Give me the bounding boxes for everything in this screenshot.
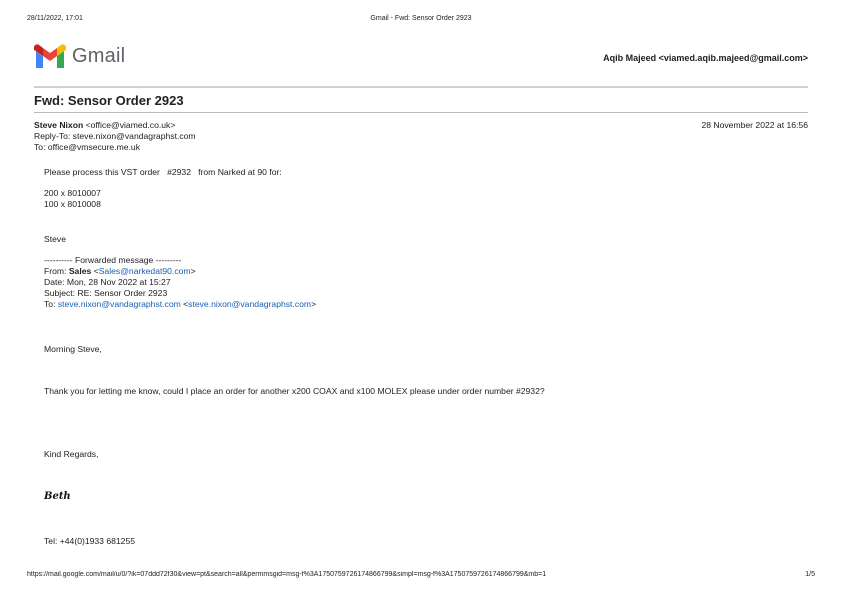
forward-to-lt: < <box>180 299 189 309</box>
message-date: 28 November 2022 at 16:56 <box>701 120 808 130</box>
forward-from-name: Sales <box>68 266 92 276</box>
reply-to: Reply-To: steve.nixon@vandagraphst.com <box>34 131 196 141</box>
forward-from-email-link[interactable]: Sales@narkedat90.com <box>98 266 191 276</box>
forward-to-label: To: <box>44 299 58 309</box>
sender-name: Steve Nixon <box>34 120 84 130</box>
forward-from-label: From: <box>44 266 69 276</box>
header-divider <box>34 86 808 88</box>
body-line-1: Please process this VST order #2932 from Narked at 90 for: <box>44 167 282 177</box>
forward-tel: Tel: +44(0)1933 681255 <box>44 536 136 546</box>
forward-regards: Kind Regards, <box>44 449 99 459</box>
forward-to-gt: > <box>311 299 317 309</box>
order-item-1: 200 x 8010007 <box>44 188 101 198</box>
gmail-logo <box>34 44 134 70</box>
forward-from-lt: < <box>91 266 99 276</box>
forward-from-gt: > <box>190 266 196 276</box>
message-to: To: office@vmsecure.me.uk <box>34 142 140 152</box>
forward-subject: Subject: RE: Sensor Order 2923 <box>44 288 168 298</box>
print-page-number: 1/5 <box>805 571 815 578</box>
forward-to-email-link-2[interactable]: steve.nixon@vandagraphst.com <box>188 299 312 309</box>
print-title: Gmail - Fwd: Sensor Order 2923 <box>370 15 472 22</box>
sender-email: <office@viamed.co.uk> <box>85 120 176 130</box>
order-item-2: 100 x 8010008 <box>44 199 101 209</box>
gmail-wordmark: Gmail <box>72 45 126 67</box>
forward-from <box>44 266 196 277</box>
message-from <box>34 120 175 131</box>
account-line: Aqib Majeed <viamed.aqib.majeed@gmail.com> <box>603 53 808 63</box>
forward-text: Thank you for letting me know, could I place an order for another x200 COAX and x100 MOLEX please under order number #2932? <box>44 386 545 396</box>
subject-divider <box>34 112 808 113</box>
forward-divider: ---------- Forwarded message --------- <box>44 255 182 265</box>
body-signoff: Steve <box>44 234 66 244</box>
forward-date: Date: Mon, 28 Nov 2022 at 15:27 <box>44 277 171 287</box>
forward-to-email-link[interactable]: steve.nixon@vandagraphst.com <box>57 299 181 309</box>
print-datetime: 28/11/2022, 17:01 <box>27 15 83 22</box>
thread-subject: Fwd: Sensor Order 2923 <box>34 93 184 108</box>
forward-to <box>44 299 316 310</box>
gmail-m-icon <box>34 44 66 68</box>
print-url: https://mail.google.com/mail/u/0/?ik=07ddd72f30&view=pt&search=all&permmsgid=msg-f%3A1750759726174866799&simpl=msg-f%3A1750759726174866799&mb=1 <box>27 571 547 578</box>
forward-greeting: Morning Steve, <box>44 344 102 354</box>
forward-signature: Beth <box>44 491 71 502</box>
